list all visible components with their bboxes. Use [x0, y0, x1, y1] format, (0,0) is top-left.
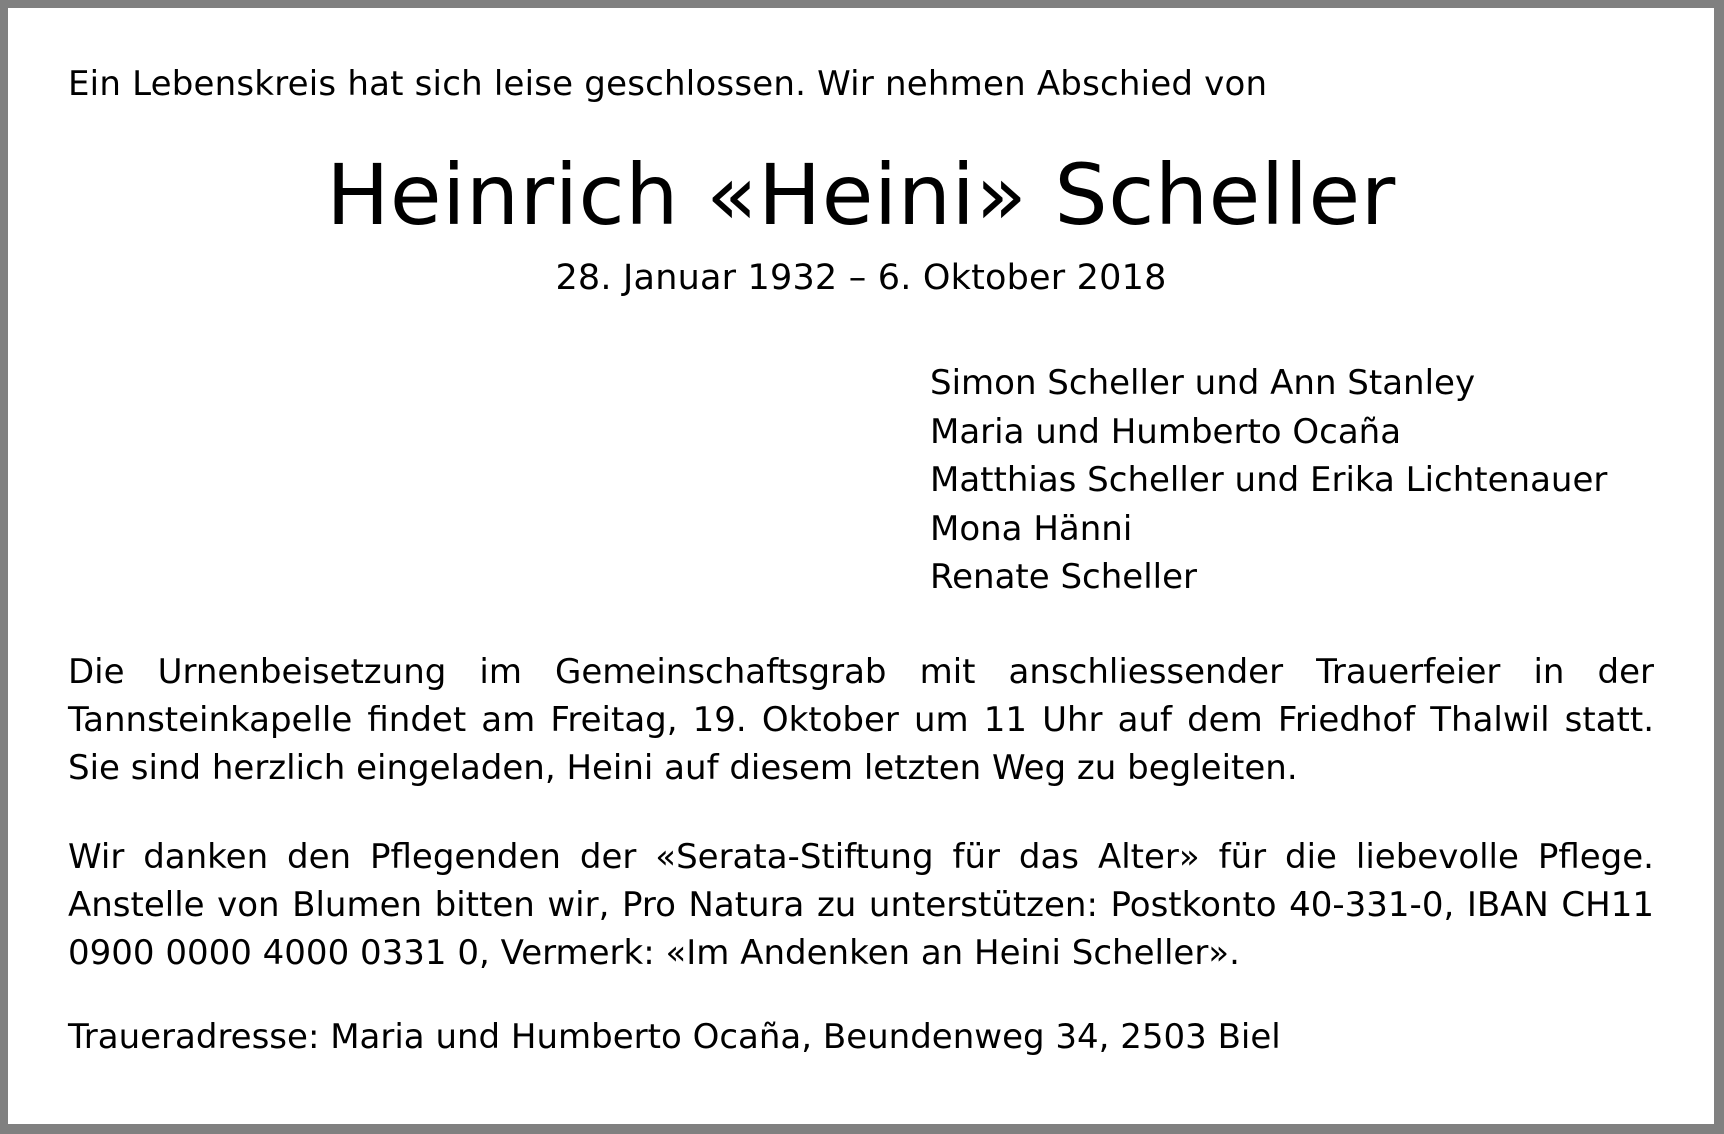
deceased-name: Heinrich «Heini» Scheller — [326, 146, 1396, 244]
mourner-name: Mona Hänni — [930, 508, 1133, 549]
mourner-name: Maria und Humberto Ocaña — [930, 411, 1402, 452]
mourner-name: Matthias Scheller und Erika Lichtenauer — [930, 460, 1608, 500]
life-dates: 28. Januar 1932 – 6. Oktober 2018 — [555, 258, 1167, 298]
mourner-name: Simon Scheller und Ann Stanley — [930, 363, 1476, 403]
mourner-name: Renate Scheller — [930, 557, 1197, 597]
ceremony-paragraph: Die Urnenbeisetzung im Gemeinschaftsgrab mit anschliessender Trauerfeier in der Tannsteinkapelle findet am Freitag, 19. Oktober um 11 Uhr auf dem Friedhof Thalwil statt. Sie sind herzlich eingeladen, Heini auf diesem letzten Weg zu begleiten. — [68, 652, 1654, 788]
intro-text: Ein Lebenskreis hat sich leise geschlossen. Wir nehmen Abschied von — [68, 64, 1268, 104]
mourners-list — [930, 359, 1607, 602]
thanks-donation-paragraph: Wir danken den Pflegenden der «Serata-Stiftung für das Alter» für die liebevolle Pflege. Anstelle von Blumen bitten wir, Pro Natura zu unterstützen: Postkonto 40-331-0, IBAN CH11 0900 0000 4000 0331 0, Vermerk: «Im Andenken an Heini Scheller». — [68, 837, 1654, 973]
mourning-address: Traueradresse: Maria und Humberto Ocaña, Beundenweg 34, 2503 Biel — [68, 1017, 1281, 1057]
